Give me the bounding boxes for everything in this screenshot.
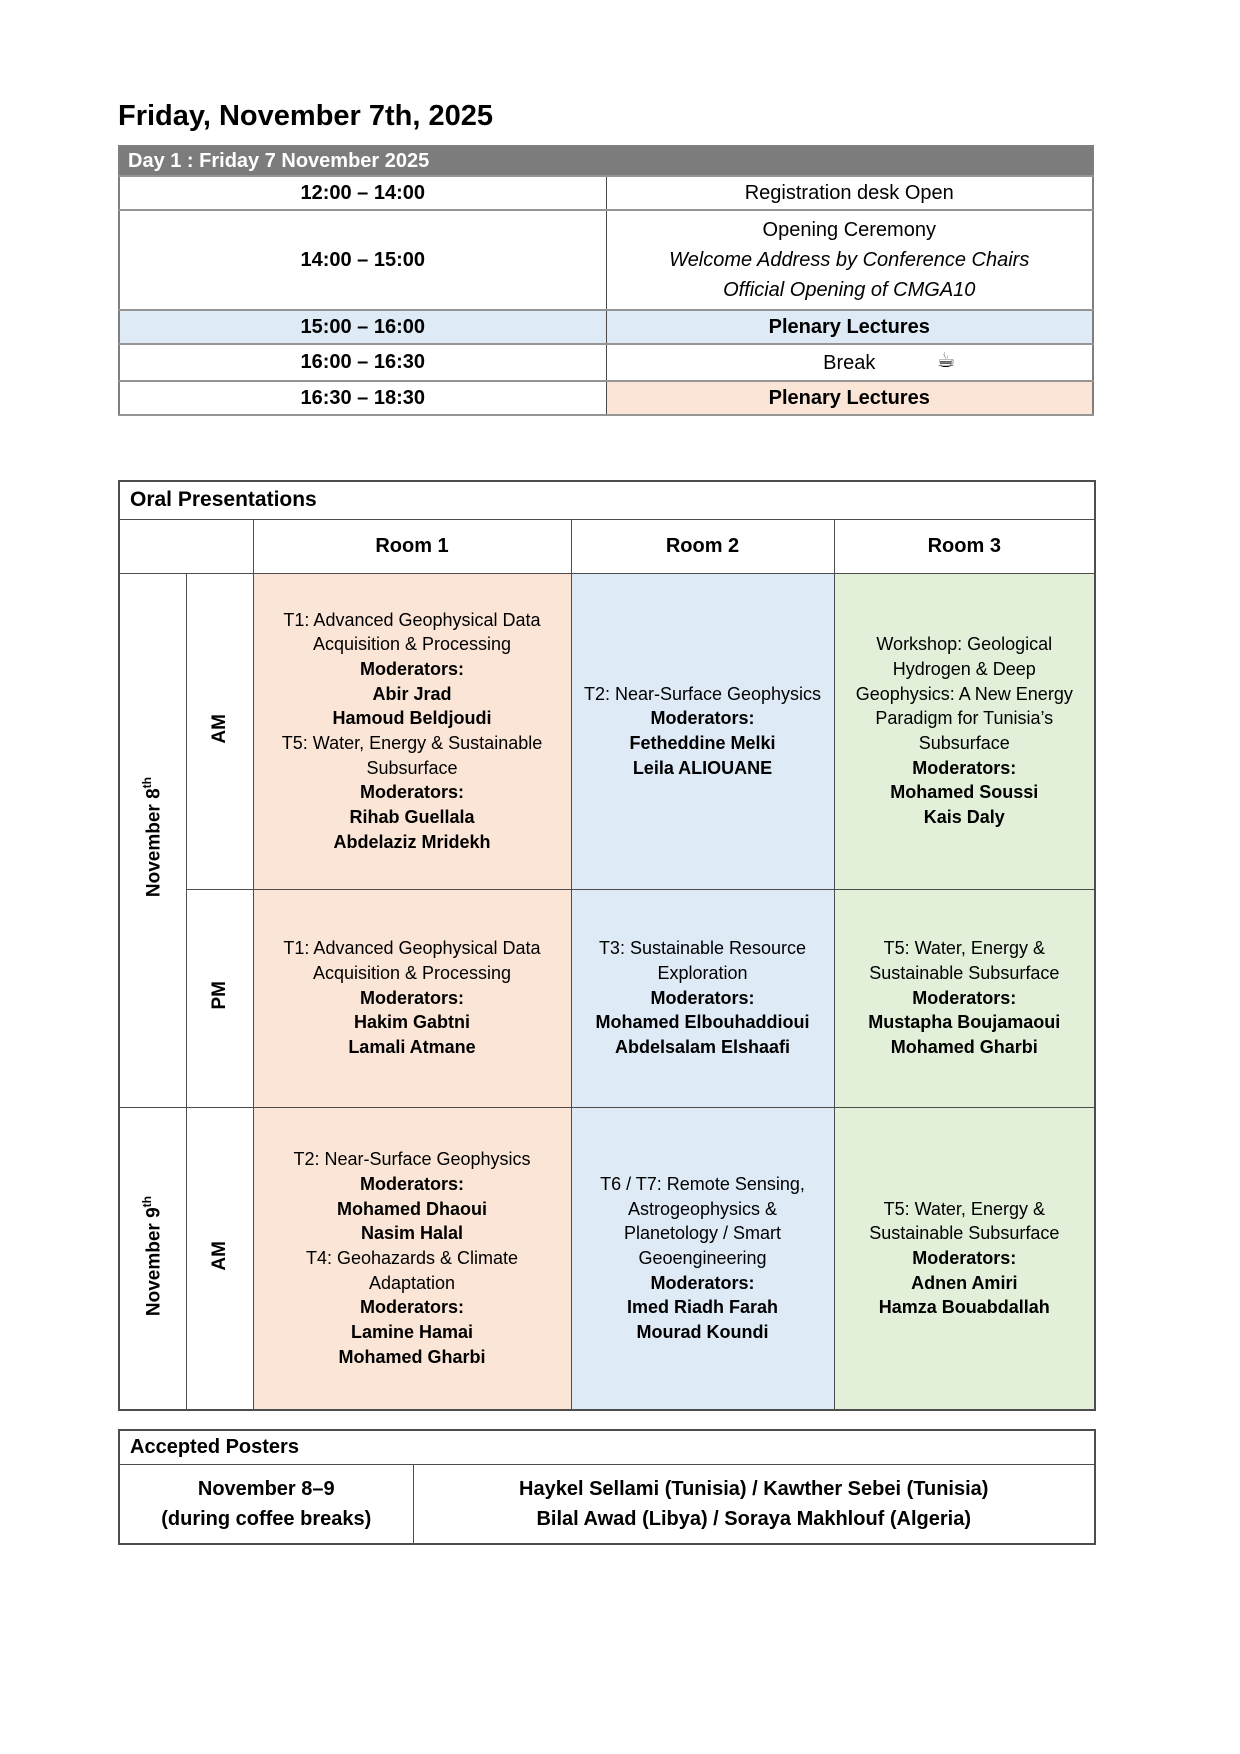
session-cell-room3-nov8-pm xyxy=(834,889,1095,1107)
text-line: Bilal Awad (Libya) / Soraya Makhlouf (Algeria) xyxy=(536,1507,972,1530)
text-line: Adnen Amiri xyxy=(911,1272,1018,1293)
session-cell-room3-nov9-am xyxy=(834,1107,1095,1410)
text-line: Moderators: xyxy=(650,1272,755,1293)
room-1-header: Room 1 xyxy=(253,519,571,573)
period-label-am: AM xyxy=(208,1240,230,1271)
november-8-pm-row xyxy=(119,889,1095,1107)
text-line: T5: Water, Energy & Sustainable Subsurface xyxy=(281,733,543,778)
text-line: Mohamed Gharbi xyxy=(338,1346,486,1367)
november-9-am-row xyxy=(119,1107,1095,1410)
time-cell: 12:00 – 14:00 xyxy=(119,176,606,210)
text-line: T1: Advanced Geophysical Data Acquisition & Processing xyxy=(283,938,541,984)
text-line: Imed Riadh Farah xyxy=(626,1297,779,1318)
day1-header: Day 1 : Friday 7 November 2025 xyxy=(119,146,1093,176)
accepted-posters-title: Accepted Posters xyxy=(119,1430,1095,1464)
text-line: Mohamed Dhaoui xyxy=(336,1198,487,1219)
period-cell-am-2 xyxy=(186,1107,253,1410)
posters-data-row xyxy=(119,1464,1095,1544)
text-line: Plenary Lectures xyxy=(768,387,930,409)
plenary-lectures-row-1 xyxy=(119,310,1093,344)
time-cell: 16:00 – 16:30 xyxy=(119,344,606,381)
text-line: Welcome Address by Conference Chairs xyxy=(669,249,1030,271)
break-row xyxy=(119,344,1093,381)
text-line: Moderators: xyxy=(912,987,1017,1008)
text-line: T2: Near-Surface Geophysics xyxy=(293,1149,531,1170)
oral-presentations-table xyxy=(118,480,1096,1411)
posters-title-row xyxy=(119,1430,1095,1464)
text-line: Nasim Halal xyxy=(360,1223,464,1244)
break-label xyxy=(608,348,1092,378)
text-line: Registration desk Open xyxy=(744,182,954,204)
text-line: Abir Jrad xyxy=(372,683,452,704)
session-cell-room1-nov8-am xyxy=(253,573,571,889)
text-line: T5: Water, Energy & Sustainable Subsurface xyxy=(869,1198,1060,1244)
text-line: T6 / T7: Remote Sensing, Astrogeophysics & Planetology / Smart Geoengineering xyxy=(600,1173,805,1268)
text-line: Mohamed Soussi xyxy=(890,782,1039,803)
text-line: Mourad Koundi xyxy=(636,1321,769,1342)
posters-dates-cell xyxy=(119,1464,413,1544)
text-line: T5: Water, Energy & Sustainable Subsurface xyxy=(869,938,1060,984)
text-line: Hamza Bouabdallah xyxy=(878,1297,1050,1318)
text-line: Lamali Atmane xyxy=(348,1036,476,1057)
room-3-header: Room 3 xyxy=(834,519,1095,573)
text-line: Plenary Lectures xyxy=(768,316,930,338)
opening-ceremony-row xyxy=(119,210,1093,310)
oral-title-row xyxy=(119,481,1095,519)
session-cell-room1-nov9-am xyxy=(253,1107,571,1410)
text-line: Moderators: xyxy=(650,987,755,1008)
accepted-posters-table xyxy=(118,1429,1096,1545)
text-line: Lamine Hamai xyxy=(350,1321,474,1342)
text-line: Mohamed Elbouhaddioui xyxy=(595,1012,810,1033)
text-line: Workshop: Geological Hydrogen & Deep Geophysics: A New Energy Paradigm for Tunisia’s Subsurface xyxy=(855,634,1073,753)
text-line: Hamoud Beldjoudi xyxy=(332,708,492,729)
event-cell xyxy=(606,381,1093,415)
text-line: Moderators: xyxy=(359,987,464,1008)
text-line: Moderators: xyxy=(912,757,1017,778)
event-cell xyxy=(606,310,1093,344)
plenary-lectures-row-2 xyxy=(119,381,1093,415)
text-line: Moderators: xyxy=(912,1247,1017,1268)
session-cell-room2-nov9-am xyxy=(571,1107,834,1410)
text-line: Moderators: xyxy=(650,708,755,729)
text-line: Kais Daly xyxy=(923,806,1005,827)
period-label-pm: PM xyxy=(208,981,230,1010)
empty-header-cell xyxy=(119,519,253,573)
text-line: Official Opening of CMGA10 xyxy=(723,279,976,301)
oral-presentations-title: Oral Presentations xyxy=(119,481,1095,519)
registration-row xyxy=(119,176,1093,210)
text-line: Leila ALIOUANE xyxy=(632,757,773,778)
period-cell-pm xyxy=(186,889,253,1107)
posters-names-cell xyxy=(413,1464,1095,1544)
text-line: Opening Ceremony xyxy=(762,219,936,241)
text-line: Hakim Gabtni xyxy=(353,1012,471,1033)
day1-schedule-table xyxy=(118,145,1094,416)
period-cell-am xyxy=(186,573,253,889)
session-cell-room1-nov8-pm xyxy=(253,889,571,1107)
day1-header-row xyxy=(119,146,1093,176)
time-cell: 14:00 – 15:00 xyxy=(119,210,606,310)
text-line: Moderators: xyxy=(359,1297,464,1318)
time-cell: 15:00 – 16:00 xyxy=(119,310,606,344)
event-cell xyxy=(606,344,1093,381)
text-line: Abdelaziz Mridekh xyxy=(333,831,491,852)
session-cell-room2-nov8-pm xyxy=(571,889,834,1107)
text-line: Moderators: xyxy=(359,659,464,680)
date-cell-november-8 xyxy=(119,573,186,1107)
room-header-row xyxy=(119,519,1095,573)
text-line: Fetheddine Melki xyxy=(629,733,776,753)
text-line: Mustapha Boujamaoui xyxy=(868,1012,1061,1033)
text-line: T2: Near-Surface Geophysics xyxy=(583,683,822,704)
room-2-header: Room 2 xyxy=(571,519,834,573)
text-line: Abdelsalam Elshaafi xyxy=(614,1036,791,1057)
period-label-am: AM xyxy=(208,713,230,744)
text-line: Haykel Sellami (Tunisia) / Kawther Sebei (Tunisia) xyxy=(519,1477,989,1500)
text-line: November 8–9 xyxy=(197,1477,335,1500)
text-line: Mohamed Gharbi xyxy=(890,1036,1038,1057)
event-cell xyxy=(606,176,1093,210)
date-cell-november-9 xyxy=(119,1107,186,1410)
session-cell-room3-nov8-am xyxy=(834,573,1095,889)
november-8-am-row xyxy=(119,573,1095,889)
text-line: Moderators: xyxy=(359,782,464,803)
text-line: Rihab Guellala xyxy=(349,806,475,827)
text-line: Moderators: xyxy=(359,1173,464,1194)
page-title: Friday, November 7th, 2025 xyxy=(118,100,494,132)
text-line: T3: Sustainable Resource Exploration xyxy=(598,938,807,984)
text-line: Break xyxy=(823,351,876,374)
date-label-november-8: November 8th xyxy=(140,777,165,898)
session-cell-room2-nov8-am xyxy=(571,573,834,889)
event-cell xyxy=(606,210,1093,310)
date-label-november-9: November 9th xyxy=(140,1195,165,1316)
text-line: (during coffee breaks) xyxy=(161,1507,372,1530)
text-line: T1: Advanced Geophysical Data Acquisition & Processing xyxy=(283,609,541,655)
text-line: T4: Geohazards & Climate Adaptation xyxy=(305,1247,519,1293)
time-cell: 16:30 – 18:30 xyxy=(119,381,606,415)
coffee-cup-icon: ☕ xyxy=(936,349,956,372)
